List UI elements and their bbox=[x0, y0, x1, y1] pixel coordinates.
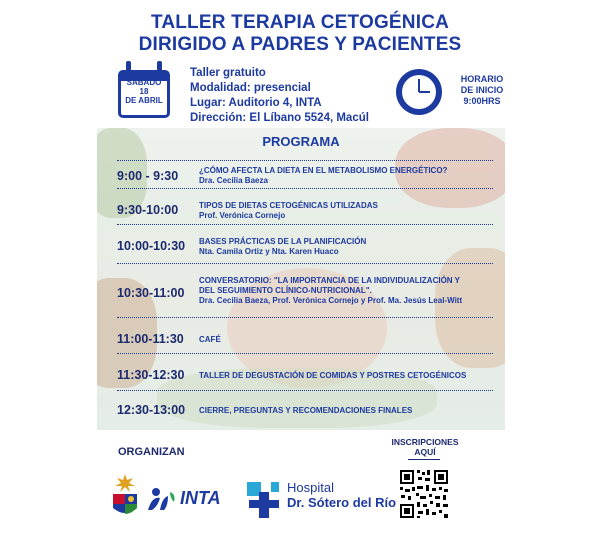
session-row bbox=[117, 354, 493, 391]
session-row bbox=[117, 161, 493, 189]
session-topic bbox=[199, 201, 378, 221]
session-time: 10:00-10:30 bbox=[117, 239, 186, 253]
university-of-chile-logo bbox=[110, 474, 140, 518]
session-row bbox=[117, 391, 493, 427]
inscriptions-underline bbox=[408, 459, 440, 460]
session-topic bbox=[199, 166, 447, 186]
hospital-line1: Hospital bbox=[287, 480, 334, 495]
session-speaker: Prof. Verónica Cornejo bbox=[199, 211, 286, 220]
session-topic-text: TIPOS DE DIETAS CETOGÉNICAS UTILIZADAS bbox=[199, 201, 378, 210]
calendar-icon bbox=[118, 64, 170, 118]
session-speaker: Nta. Camila Ortiz y Nta. Karen Huaco bbox=[199, 247, 339, 256]
session-time: 9:00 - 9:30 bbox=[117, 169, 179, 183]
info-modality: Modalidad: presencial bbox=[190, 82, 311, 94]
session-topic-text: CONVERSATORIO: "LA IMPORTANCIA DE LA INDIVIDUALIZACIÓN Y bbox=[199, 276, 460, 285]
info-free: Taller gratuito bbox=[190, 67, 266, 79]
title-line-1: TALLER TERAPIA CETOGÉNICA bbox=[150, 12, 450, 33]
inta-text: INTA bbox=[180, 488, 221, 508]
session-topic-text-2: DEL SEGUIMIENTO CLÍNICO-NUTRICIONAL". bbox=[199, 286, 372, 295]
organizers-label: ORGANIZAN bbox=[118, 446, 185, 458]
calendar-day-number: 18 bbox=[139, 87, 149, 96]
inta-logo-symbol bbox=[146, 486, 178, 512]
qr-code[interactable] bbox=[398, 468, 450, 520]
poster-title bbox=[0, 12, 600, 56]
hospital-logo-symbol bbox=[245, 480, 283, 520]
inscriptions-line2: AQUÍ bbox=[414, 447, 436, 457]
start-time-line1: HORARIO bbox=[460, 74, 504, 84]
program-heading: PROGRAMA bbox=[262, 134, 340, 149]
session-topic-text: ¿CÓMO AFECTA LA DIETA EN EL METABOLISMO ENERGÉTICO? bbox=[199, 166, 448, 175]
info-address: Dirección: El Líbano 5524, Macúl bbox=[190, 112, 369, 124]
calendar-month: DE ABRIL bbox=[125, 96, 163, 105]
session-topic-text: CIERRE, PREGUNTAS Y RECOMENDACIONES FINALES bbox=[199, 406, 413, 415]
session-time: 10:30-11:00 bbox=[117, 286, 185, 300]
session-topic bbox=[199, 276, 462, 306]
session-row bbox=[117, 264, 493, 318]
session-speaker: Dra. Cecilia Baeza bbox=[199, 176, 268, 185]
title-line-2: DIRIGIDO A PADRES Y PACIENTES bbox=[138, 34, 462, 55]
info-place: Lugar: Auditorio 4, INTA bbox=[190, 97, 322, 109]
session-speaker: Dra. Cecilia Baeza, Prof. Verónica Cornejo y Prof. Ma. Jesús Leal-Witt bbox=[199, 296, 463, 305]
session-topic bbox=[199, 237, 366, 257]
hospital-logo bbox=[245, 480, 397, 525]
session-row bbox=[117, 225, 493, 264]
session-row bbox=[117, 318, 493, 354]
inscriptions-label bbox=[388, 437, 462, 457]
session-topic-text: BASES PRÁCTICAS DE LA PLANIFICACIÓN bbox=[199, 237, 367, 246]
start-time bbox=[446, 74, 518, 107]
hospital-line2: Dr. Sótero del Río bbox=[287, 495, 397, 510]
session-row bbox=[117, 189, 493, 225]
session-topic-text: CAFÉ bbox=[199, 335, 221, 344]
inta-logo bbox=[146, 486, 221, 517]
session-time: 9:30-10:00 bbox=[117, 203, 179, 217]
session-topic bbox=[199, 335, 221, 345]
inscriptions-line1: INSCRIPCIONES bbox=[391, 437, 459, 447]
session-topic bbox=[199, 406, 412, 416]
session-topic bbox=[199, 371, 466, 381]
start-time-line3: 9:00HRS bbox=[463, 96, 501, 106]
session-time: 11:00-11:30 bbox=[117, 332, 184, 346]
clock-icon bbox=[396, 69, 442, 115]
session-time: 11:30-12:30 bbox=[117, 368, 185, 382]
event-info bbox=[190, 66, 369, 126]
program-panel bbox=[97, 128, 505, 430]
session-time: 12:30-13:00 bbox=[117, 403, 186, 417]
hospital-name bbox=[287, 480, 396, 510]
session-topic-text: TALLER DE DEGUSTACIÓN DE COMIDAS Y POSTRES CETOGÉNICOS bbox=[199, 371, 467, 380]
start-time-line2: DE INICIO bbox=[460, 85, 504, 95]
calendar-day-name: SÁBADO bbox=[126, 78, 162, 87]
